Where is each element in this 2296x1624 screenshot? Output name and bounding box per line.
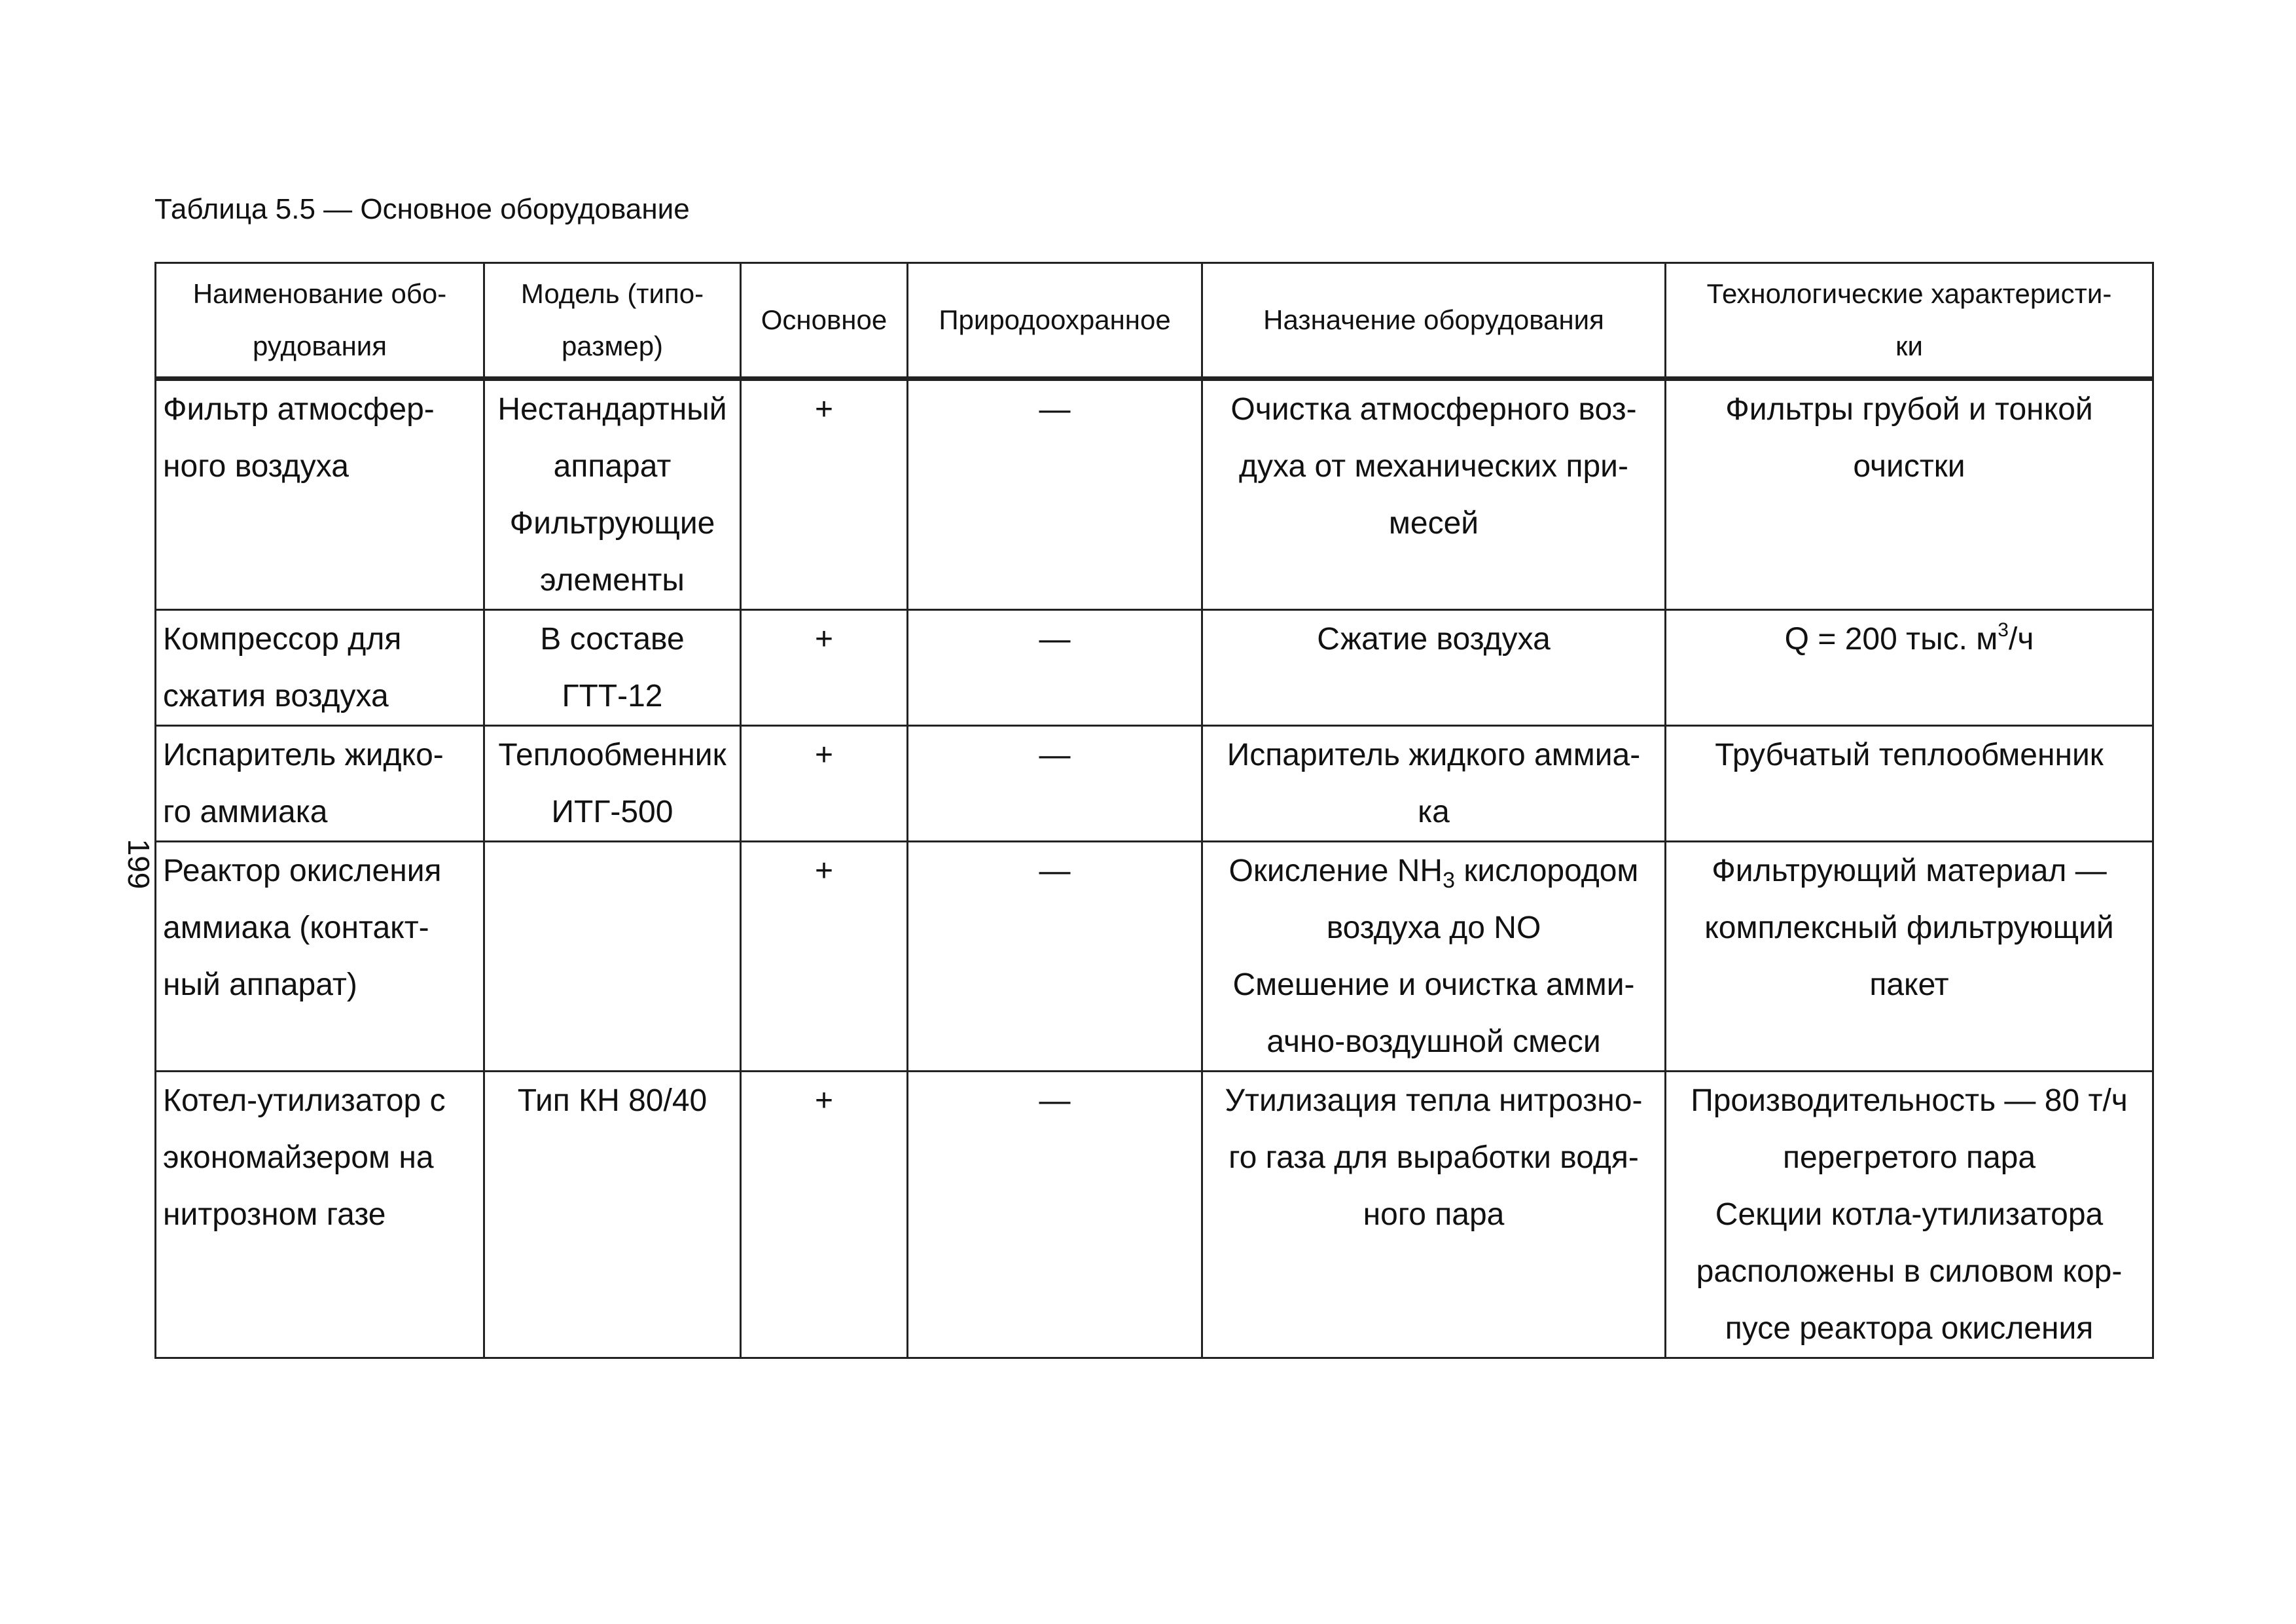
cell-purpose — [1202, 842, 1666, 1072]
cell-text: экономайзером на — [163, 1140, 434, 1175]
cell-text — [1673, 611, 2145, 668]
header-equipment-name — [156, 263, 484, 379]
cell-text: Фильтрующий материал — — [1712, 854, 2107, 888]
cell-text: Нестандартный — [497, 392, 727, 427]
cell-text: + — [814, 1083, 834, 1118]
cell-environmental — [908, 610, 1202, 726]
header-main — [741, 263, 908, 379]
cell-text: ка — [1418, 795, 1450, 829]
cell-text: + — [814, 738, 834, 772]
cell-text: элементы — [540, 563, 685, 598]
cell-text: Сжатие воздуха — [1317, 622, 1551, 657]
cell-text: сжатия воздуха — [163, 679, 389, 713]
table-row — [156, 610, 2153, 726]
cell-main — [741, 1072, 908, 1358]
header-text: ки — [1895, 331, 1923, 361]
cell-text: — — [1039, 392, 1071, 427]
cell-model — [484, 842, 741, 1072]
cell-environmental — [908, 1072, 1202, 1358]
cell-purpose — [1202, 726, 1666, 842]
cell-equipment-name — [156, 842, 484, 1072]
cell-environmental — [908, 842, 1202, 1072]
cell-text: Смешение и очистка амми- — [1232, 967, 1635, 1002]
cell-environmental — [908, 379, 1202, 610]
cell-text: расположены в силовом кор- — [1696, 1254, 2123, 1289]
cell-equipment-name — [156, 726, 484, 842]
cell-text: ного пара — [1363, 1197, 1505, 1232]
cell-text: — — [1039, 738, 1071, 772]
cell-text: аммиака (контакт- — [163, 911, 429, 945]
cell-text: — — [1039, 622, 1071, 657]
table-caption: Таблица 5.5 — Основное оборудование — [154, 193, 690, 225]
cell-main — [741, 726, 908, 842]
header-text: Природоохранное — [939, 304, 1171, 335]
header-text: Наименование обо- — [192, 278, 447, 309]
cell-tech-characteristics — [1666, 842, 2153, 1072]
cell-main — [741, 842, 908, 1072]
cell-text: — — [1039, 1083, 1071, 1118]
superscript: 3 — [1998, 619, 2009, 641]
table-row — [156, 1072, 2153, 1358]
table-row — [156, 379, 2153, 610]
cell-purpose — [1202, 379, 1666, 610]
cell-equipment-name — [156, 1072, 484, 1358]
equipment-table — [154, 262, 2154, 1359]
cell-text: го аммиака — [163, 795, 328, 829]
header-environmental — [908, 263, 1202, 379]
header-text: Модель (типо- — [520, 278, 704, 309]
cell-model — [484, 379, 741, 610]
cell-text: ИТГ-500 — [551, 795, 673, 829]
cell-text: месей — [1388, 506, 1479, 541]
cell-text: Фильтр атмосфер- — [163, 392, 435, 427]
table-row — [156, 726, 2153, 842]
cell-equipment-name — [156, 610, 484, 726]
cell-text: Тип КН 80/40 — [517, 1083, 708, 1118]
cell-text: перегретого пара — [1782, 1140, 2036, 1175]
header-text: Назначение оборудования — [1263, 304, 1604, 335]
cell-text: Очистка атмосферного воз- — [1230, 392, 1637, 427]
cell-text: Испаритель жидкого аммиа- — [1227, 738, 1641, 772]
cell-text: + — [814, 622, 834, 657]
cell-text: ный аппарат) — [163, 967, 357, 1002]
header-text: Основное — [761, 304, 888, 335]
cell-purpose — [1202, 1072, 1666, 1358]
header-text: Технологические характеристи- — [1706, 278, 2112, 309]
cell-tech-characteristics — [1666, 726, 2153, 842]
cell-text: — — [1039, 854, 1071, 888]
header-text: рудования — [253, 331, 387, 361]
cell-text: Фильтрующие — [509, 506, 715, 541]
header-model — [484, 263, 741, 379]
cell-text — [1210, 842, 1658, 899]
cell-text: пакет — [1869, 967, 1949, 1002]
cell-text: Компрессор для — [163, 622, 402, 657]
page-number: 199 — [122, 839, 156, 890]
cell-text: Утилизация тепла нитрозно- — [1225, 1083, 1643, 1118]
cell-text: Фильтры грубой и тонкой — [1725, 392, 2093, 427]
cell-text: Испаритель жидко- — [163, 738, 444, 772]
table-row — [156, 842, 2153, 1072]
tech-text: Q = 200 тыс. м — [1784, 622, 1998, 657]
cell-purpose — [1202, 610, 1666, 726]
cell-text: ного воздуха — [163, 449, 349, 484]
cell-model — [484, 610, 741, 726]
cell-text: духа от механических при- — [1239, 449, 1628, 484]
header-text: размер) — [561, 331, 664, 361]
cell-text: Реактор окисления — [163, 854, 442, 888]
cell-text: воздуха до NO — [1326, 911, 1541, 945]
cell-environmental — [908, 726, 1202, 842]
cell-text: комплексный фильтрующий — [1704, 911, 2114, 945]
cell-text: го газа для выработки водя- — [1229, 1140, 1639, 1175]
subscript: 3 — [1443, 868, 1455, 893]
header-purpose — [1202, 263, 1666, 379]
cell-tech-characteristics — [1666, 1072, 2153, 1358]
cell-text: ачно-воздушной смеси — [1266, 1024, 1601, 1059]
purpose-text: кислородом — [1455, 854, 1639, 888]
cell-model — [484, 726, 741, 842]
cell-tech-characteristics — [1666, 379, 2153, 610]
cell-text: аппарат — [553, 449, 672, 484]
header-tech-characteristics — [1666, 263, 2153, 379]
cell-text: очистки — [1853, 449, 1965, 484]
cell-equipment-name — [156, 379, 484, 610]
purpose-text: Окисление NH — [1229, 854, 1443, 888]
cell-tech-characteristics — [1666, 610, 2153, 726]
cell-main — [741, 379, 908, 610]
cell-text: ГТТ-12 — [562, 679, 663, 713]
cell-text: нитрозном газе — [163, 1197, 386, 1232]
cell-text: пусе реактора окисления — [1725, 1311, 2094, 1346]
tech-text: /ч — [2008, 622, 2034, 657]
cell-text: Производительность — 80 т/ч — [1691, 1083, 2128, 1118]
cell-text: + — [814, 854, 834, 888]
cell-text: Котел-утилизатор с — [163, 1083, 446, 1118]
table-header-row — [156, 263, 2153, 379]
cell-text: В составе — [540, 622, 685, 657]
cell-text: Теплообменник — [498, 738, 726, 772]
cell-text: Трубчатый теплообменник — [1715, 738, 2104, 772]
cell-text: + — [814, 392, 834, 427]
cell-model — [484, 1072, 741, 1358]
cell-text: Секции котла-утилизатора — [1715, 1197, 2104, 1232]
cell-main — [741, 610, 908, 726]
